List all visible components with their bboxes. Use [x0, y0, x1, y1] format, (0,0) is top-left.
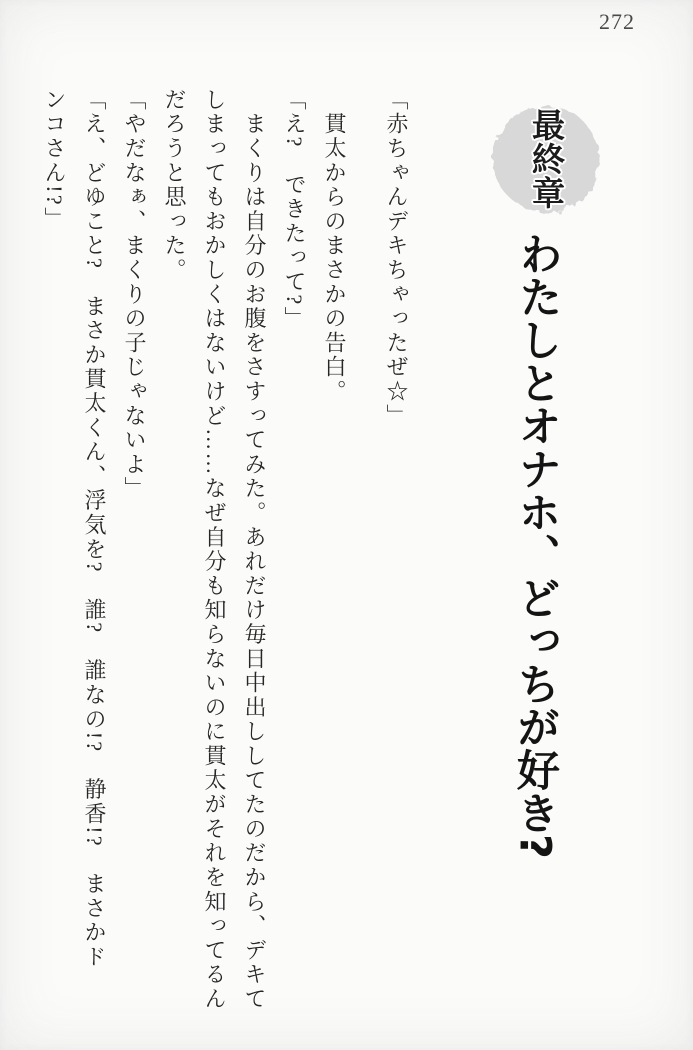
body-line: しまってもおかしくはないけど……なぜ自分も知らないのに貫太がそれを知ってるん — [202, 88, 227, 1012]
body-line: 「赤ちゃんデキちゃったぜ☆」 — [384, 88, 409, 429]
chapter-badge — [487, 99, 605, 219]
body-line: 「え? できたって?」 — [282, 88, 307, 331]
chapter-title: わたしとオナホ、どっちが好き? — [509, 231, 563, 860]
body-line: 「やだなぁ、まくりの子じゃないよ」 — [122, 88, 147, 502]
body-line: 貫太からのまさかの告白。 — [322, 88, 347, 404]
body-line: まくりは自分のお腹をさすってみた。あれだけ毎日中出ししてたのだから、デキて — [242, 88, 267, 1012]
body-line: ンコさん!?」 — [42, 88, 67, 232]
page-number: 272 — [599, 9, 635, 34]
body-text — [20, 88, 416, 1028]
chapter-badge-label: 最終章 — [527, 108, 566, 210]
body-line: だろうと思った。 — [162, 88, 187, 283]
body-line: 「え、どゆこと? まさか貫太くん、浮気を? 誰? 誰なの!? 静香!? まさかド — [82, 88, 107, 970]
